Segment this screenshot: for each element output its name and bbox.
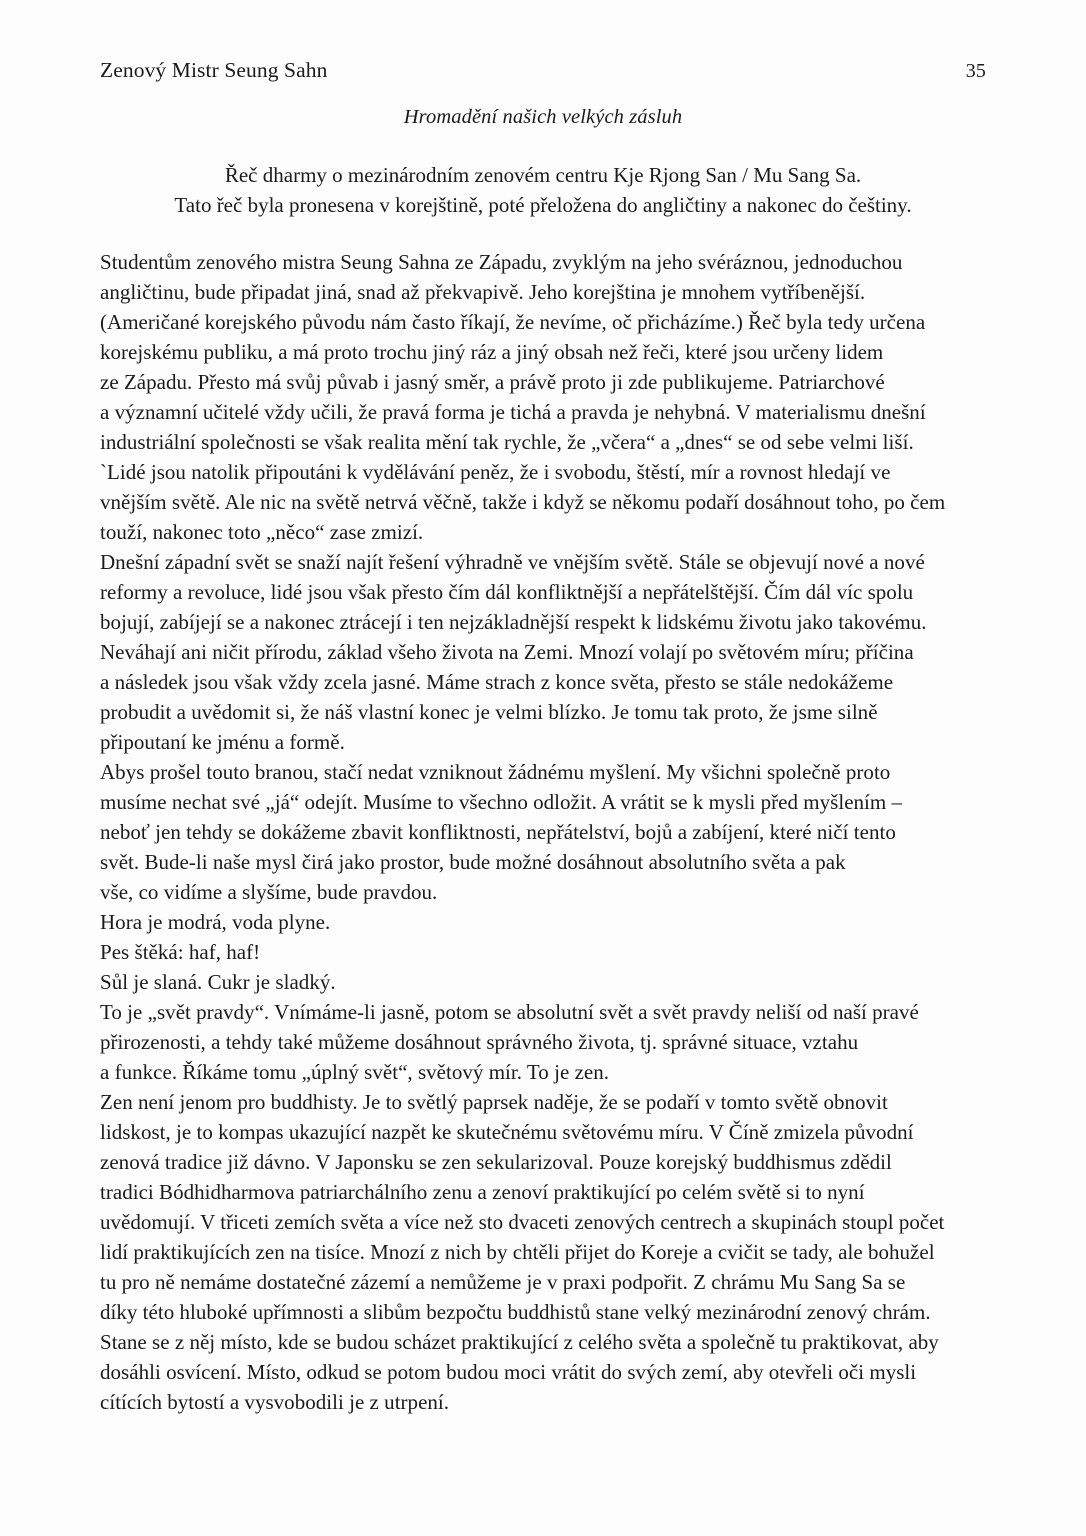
body-line: tradici Bódhidharmova patriarchálního zenu a zenoví praktikující po celém světě si to nyní xyxy=(100,1180,865,1204)
body-line: touží, nakonec toto „něco“ zase zmizí. xyxy=(100,520,424,544)
body-line: lidí praktikujících zen na tisíce. Mnozí z nich by chtěli přijet do Koreje a cvičit se tady, ale bohužel xyxy=(100,1240,935,1264)
body-line: korejskému publiku, a má proto trochu jiný ráz a jiný obsah než řeči, které jsou určeny lidem xyxy=(100,340,884,364)
body-line: vnějším světě. Ale nic na světě netrvá věčně, takže i když se někomu podaří dosáhnout toho, po čem xyxy=(100,490,946,514)
page-number: 35 xyxy=(965,60,986,82)
body-line: uvědomují. V třiceti zemích světa a více než sto dvaceti zenových centrech a skupinách stoupl počet xyxy=(100,1210,945,1234)
body-line: cítících bytostí a vysvobodili je z utrpení. xyxy=(100,1390,450,1414)
body-line: Neváhají ani ničit přírodu, základ všeho života na Zemi. Mnozí volají po světovém míru; příčina xyxy=(100,640,914,664)
intro-line: Řeč dharmy o mezinárodním zenovém centru Kje Rjong San / Mu Sang Sa. xyxy=(224,163,862,187)
body-line: bojují, zabíjejí se a nakonec ztrácejí i ten nejzákladnější respekt k lidskému životu jako takovému. xyxy=(100,610,927,634)
body-line: neboť jen tehdy se dokážeme zbavit konfliktnosti, nepřátelství, bojů a zabíjení, které ničí tento xyxy=(100,820,896,844)
body-line: Studentům zenového mistra Seung Sahna ze Západu, zvyklým na jeho svéráznou, jednoduchou xyxy=(100,250,903,274)
intro-block xyxy=(0,160,1086,220)
body-line: (Američané korejského původu nám často říkají, že nevíme, oč přicházíme.) Řeč byla tedy určena xyxy=(100,310,926,334)
body-line: lidskost, je to kompas ukazující nazpět ke skutečnému světovému míru. V Číně zmizela původní xyxy=(100,1120,914,1144)
body-line: svět. Bude-li naše mysl čirá jako prostor, bude možné dosáhnout absolutního světa a pak xyxy=(100,850,846,874)
section-title: Hromadění našich velkých zásluh xyxy=(403,106,683,128)
body-line: musíme nechat své „já“ odejít. Musíme to všechno odložit. A vrátit se k mysli před myšlením – xyxy=(100,790,903,814)
body-line: Zen není jenom pro buddhisty. Je to světlý paprsek naděje, že se podaří v tomto světě obnovit xyxy=(100,1090,888,1114)
body-line: ze Západu. Přesto má svůj půvab i jasný směr, a právě proto ji zde publikujeme. Patriarchové xyxy=(100,370,885,394)
body-line: dosáhli osvícení. Místo, odkud se potom budou moci vrátit do svých zemí, aby otevřeli oči mysli xyxy=(100,1360,917,1384)
body-line: připoutaní ke jménu a formě. xyxy=(100,730,345,754)
body-line: a následek jsou však vždy zcela jasné. Máme strach z konce světa, přesto se stále nedokážeme xyxy=(100,670,894,694)
body-line: Dnešní západní svět se snaží najít řešení výhradně ve vnějším světě. Stále se objevují nové a nové xyxy=(100,550,925,574)
body-line: Sůl je slaná. Cukr je sladký. xyxy=(100,970,336,994)
body-line: a funkce. Říkáme tomu „úplný svět“, světový mír. To je zen. xyxy=(100,1060,610,1084)
body-line: `Lidé jsou natolik připoutáni k vydělávání peněz, že i svobodu, štěstí, mír a rovnost hledají ve xyxy=(100,460,891,484)
body-line: probudit a uvědomit si, že náš vlastní konec je velmi blízko. Je tomu tak proto, že jsme silně xyxy=(100,700,878,724)
body-line: vše, co vidíme a slyšíme, bude pravdou. xyxy=(100,880,438,904)
running-head xyxy=(100,58,986,84)
body-line: díky této hluboké upřímnosti a slibům bezpočtu buddhistů stane velký mezinárodní zenový chrám. xyxy=(100,1300,931,1324)
body-line: industriální společnosti se však realita mění tak rychle, že „včera“ a „dnes“ se od sebe velmi liší. xyxy=(100,430,914,454)
body-line: Hora je modrá, voda plyne. xyxy=(100,910,331,934)
body-line: Pes štěká: haf, haf! xyxy=(100,940,261,964)
body-line: Stane se z něj místo, kde se budou scházet praktikující z celého světa a společně tu praktikovat, aby xyxy=(100,1330,939,1354)
body-line: přirozenosti, a tehdy také můžeme dosáhnout správného života, tj. správné situace, vztahu xyxy=(100,1030,859,1054)
body-line: Abys prošel touto branou, stačí nedat vzniknout žádnému myšlení. My všichni společně proto xyxy=(100,760,891,784)
body-line: a významní učitelé vždy učili, že pravá forma je tichá a pravda je nehybná. V materialismu dnešní xyxy=(100,400,926,424)
body-text xyxy=(100,247,1000,1417)
body-line: tu pro ně nemáme dostatečné zázemí a nemůžeme je v praxi podpořit. Z chrámu Mu Sang Sa se xyxy=(100,1270,906,1294)
body-line: To je „svět pravdy“. Vnímáme-li jasně, potom se absolutní svět a svět pravdy neliší od naší pravé xyxy=(100,1000,919,1024)
body-line: zenová tradice již dávno. V Japonsku se zen sekularizoval. Pouze korejský buddhismus zdědil xyxy=(100,1150,892,1174)
body-line: reformy a revoluce, lidé jsou však přesto čím dál konfliktnější a nepřátelštější. Čím dál víc spolu xyxy=(100,580,914,604)
running-head-title: Zenový Mistr Seung Sahn xyxy=(100,58,328,82)
intro-line: Tato řeč byla pronesena v korejštině, poté přeložena do angličtiny a nakonec do češtiny. xyxy=(174,193,912,217)
body-line: angličtinu, bude připadat jiná, snad až překvapivě. Jeho korejština je mnohem vytříbenější. xyxy=(100,280,866,304)
